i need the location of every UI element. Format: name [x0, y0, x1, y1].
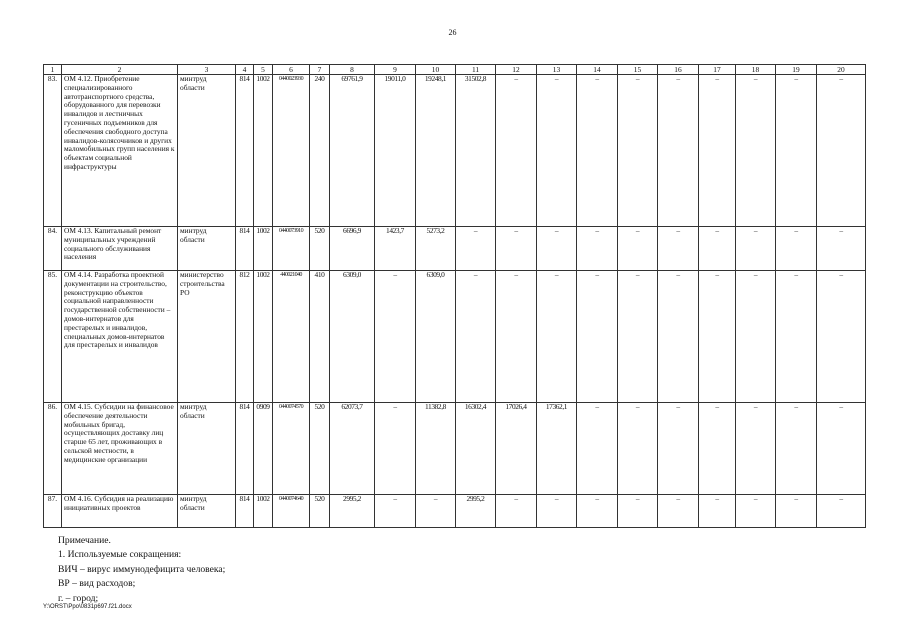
table-cell: 1002	[254, 271, 273, 403]
table-cell: –	[416, 495, 456, 528]
table-cell: –	[776, 271, 817, 403]
table-cell: минтруд области	[178, 495, 236, 528]
table-cell: 1002	[254, 227, 273, 271]
note-line-4: г. – город;	[58, 592, 99, 604]
table-cell: –	[736, 227, 776, 271]
column-header-10: 10	[416, 65, 456, 75]
table-cell: минтруд области	[178, 227, 236, 271]
table-cell: –	[496, 495, 537, 528]
column-header-16: 16	[658, 65, 699, 75]
file-path-footer: Y:\ORST\Ppo\0831p697.f21.docx	[43, 604, 132, 610]
table-cell: 69761,9	[330, 75, 375, 227]
table-cell: минтруд области	[178, 403, 236, 495]
table-cell: –	[537, 75, 577, 227]
table-cell: 6309,0	[330, 271, 375, 403]
table-row	[44, 271, 866, 403]
table-cell: –	[618, 403, 658, 495]
table-cell: 19011,0	[375, 75, 416, 227]
table-cell: –	[776, 495, 817, 528]
table-cell: –	[736, 75, 776, 227]
table-cell: –	[456, 271, 496, 403]
budget-table	[43, 64, 866, 528]
table-cell: –	[577, 75, 618, 227]
table-cell: –	[618, 227, 658, 271]
table-cell: 0440023930	[273, 75, 310, 227]
table-row	[44, 403, 866, 495]
table-cell: –	[658, 271, 699, 403]
note-line-3: ВР – вид расходов;	[58, 578, 136, 590]
table-cell: –	[577, 403, 618, 495]
page-number: 26	[448, 28, 457, 37]
table-cell: –	[736, 403, 776, 495]
table-cell: –	[537, 227, 577, 271]
table-cell: 0440073910	[273, 227, 310, 271]
table-cell: –	[776, 403, 817, 495]
table-cell: 86.	[44, 403, 62, 495]
table-cell: –	[817, 403, 866, 495]
table-cell: 85.	[44, 271, 62, 403]
table-cell: –	[736, 495, 776, 528]
column-header-14: 14	[577, 65, 618, 75]
table-cell: 812	[236, 271, 254, 403]
table-cell: –	[776, 75, 817, 227]
table-cell: ОМ 4.15. Субсидии на финансовое обеспечение деятельности мобильных бригад, осуществляющих доставку лиц старше 65 лет, проживающих в сельской местности, в медицинские организации	[62, 403, 178, 495]
note-line-1: 1. Используемые сокращения:	[58, 549, 182, 561]
table-cell: –	[658, 227, 699, 271]
table-cell: –	[577, 495, 618, 528]
column-header-6: 6	[273, 65, 310, 75]
table-cell: –	[375, 403, 416, 495]
table-cell: 19248,1	[416, 75, 456, 227]
table-cell: 814	[236, 495, 254, 528]
table-cell: 84.	[44, 227, 62, 271]
table-cell: минтруд области	[178, 75, 236, 227]
table-cell: –	[456, 227, 496, 271]
table-cell: –	[817, 271, 866, 403]
column-header-20: 20	[817, 65, 866, 75]
table-row	[44, 227, 866, 271]
table-cell: –	[375, 271, 416, 403]
column-header-11: 11	[456, 65, 496, 75]
table-cell: 520	[310, 227, 330, 271]
table-cell: –	[577, 227, 618, 271]
table-cell: ОМ 4.12. Приобретение специализированного автотранспортного средства, оборудованного для перевозки инвалидов и лестничных гусеничных подъемников для обеспечения свободного доступа инвалидов-колясочников и других маломобильных групп населения к объектам социальной инфраструктуры	[62, 75, 178, 227]
table-cell: 440021040	[273, 271, 310, 403]
table-cell: –	[618, 75, 658, 227]
table-cell: 87.	[44, 495, 62, 528]
table-cell: 6696,9	[330, 227, 375, 271]
table-cell: –	[577, 271, 618, 403]
table-cell: –	[817, 227, 866, 271]
table-cell: ОМ 4.16. Субсидия на реализацию инициативных проектов	[62, 495, 178, 528]
column-header-12: 12	[496, 65, 537, 75]
table-cell: –	[699, 403, 736, 495]
table-cell: –	[496, 227, 537, 271]
table-cell: –	[658, 495, 699, 528]
table-cell: 1002	[254, 495, 273, 528]
table-cell: –	[375, 495, 416, 528]
table-cell: –	[618, 271, 658, 403]
table-cell: –	[537, 271, 577, 403]
table-cell: –	[776, 227, 817, 271]
table-cell: –	[537, 495, 577, 528]
table-cell: 520	[310, 495, 330, 528]
table-cell: –	[658, 403, 699, 495]
table-cell: ОМ 4.13. Капитальный ремонт муниципальных учреждений социального обслуживания населения	[62, 227, 178, 271]
column-header-15: 15	[618, 65, 658, 75]
table-cell: 520	[310, 403, 330, 495]
column-header-5: 5	[254, 65, 273, 75]
table-cell: 240	[310, 75, 330, 227]
table-cell: –	[496, 271, 537, 403]
table-cell: 0440074570	[273, 403, 310, 495]
table-cell: 410	[310, 271, 330, 403]
table-cell: 814	[236, 403, 254, 495]
table-cell: –	[736, 271, 776, 403]
table-cell: 814	[236, 227, 254, 271]
table-cell: 5273,2	[416, 227, 456, 271]
table-cell: –	[699, 271, 736, 403]
column-header-8: 8	[330, 65, 375, 75]
table-cell: ОМ 4.14. Разработка проектной документации на строительство, реконструкцию объектов социальной направленности государственной собственности – домов-интернатов для престарелых и инвалидов, специальных домов-интернатов для престарелых и инвалидов	[62, 271, 178, 403]
column-header-2: 2	[62, 65, 178, 75]
table-cell: –	[817, 495, 866, 528]
table-cell: 83.	[44, 75, 62, 227]
column-header-7: 7	[310, 65, 330, 75]
table-cell: 2995,2	[330, 495, 375, 528]
table-cell: 11382,8	[416, 403, 456, 495]
table-row	[44, 495, 866, 528]
table-cell: –	[699, 495, 736, 528]
table-cell: 1002	[254, 75, 273, 227]
table-cell: 62073,7	[330, 403, 375, 495]
column-header-19: 19	[776, 65, 817, 75]
note-line-2: ВИЧ – вирус иммунодефицита человека;	[58, 563, 226, 575]
table-cell: 1423,7	[375, 227, 416, 271]
table-cell: –	[817, 75, 866, 227]
table-cell: 2995,2	[456, 495, 496, 528]
notes-block	[58, 534, 225, 606]
table-cell: 17026,4	[496, 403, 537, 495]
table-cell: 814	[236, 75, 254, 227]
table-cell: 6309,0	[416, 271, 456, 403]
table-cell: –	[618, 495, 658, 528]
column-header-9: 9	[375, 65, 416, 75]
notes-title: Примечание.	[58, 535, 111, 546]
table-cell: 16302,4	[456, 403, 496, 495]
table-cell: 31502,8	[456, 75, 496, 227]
column-header-1: 1	[44, 65, 62, 75]
table-cell: –	[496, 75, 537, 227]
column-header-3: 3	[178, 65, 236, 75]
table-body	[44, 75, 866, 528]
table-cell: –	[658, 75, 699, 227]
column-header-4: 4	[236, 65, 254, 75]
column-header-17: 17	[699, 65, 736, 75]
table-cell: –	[699, 75, 736, 227]
table-cell: 0909	[254, 403, 273, 495]
header-row	[44, 65, 866, 75]
table-cell: –	[699, 227, 736, 271]
table-cell: 0440074640	[273, 495, 310, 528]
column-header-13: 13	[537, 65, 577, 75]
table-cell: министерство строительства РО	[178, 271, 236, 403]
table-cell: 17362,1	[537, 403, 577, 495]
table-row	[44, 75, 866, 227]
column-header-18: 18	[736, 65, 776, 75]
